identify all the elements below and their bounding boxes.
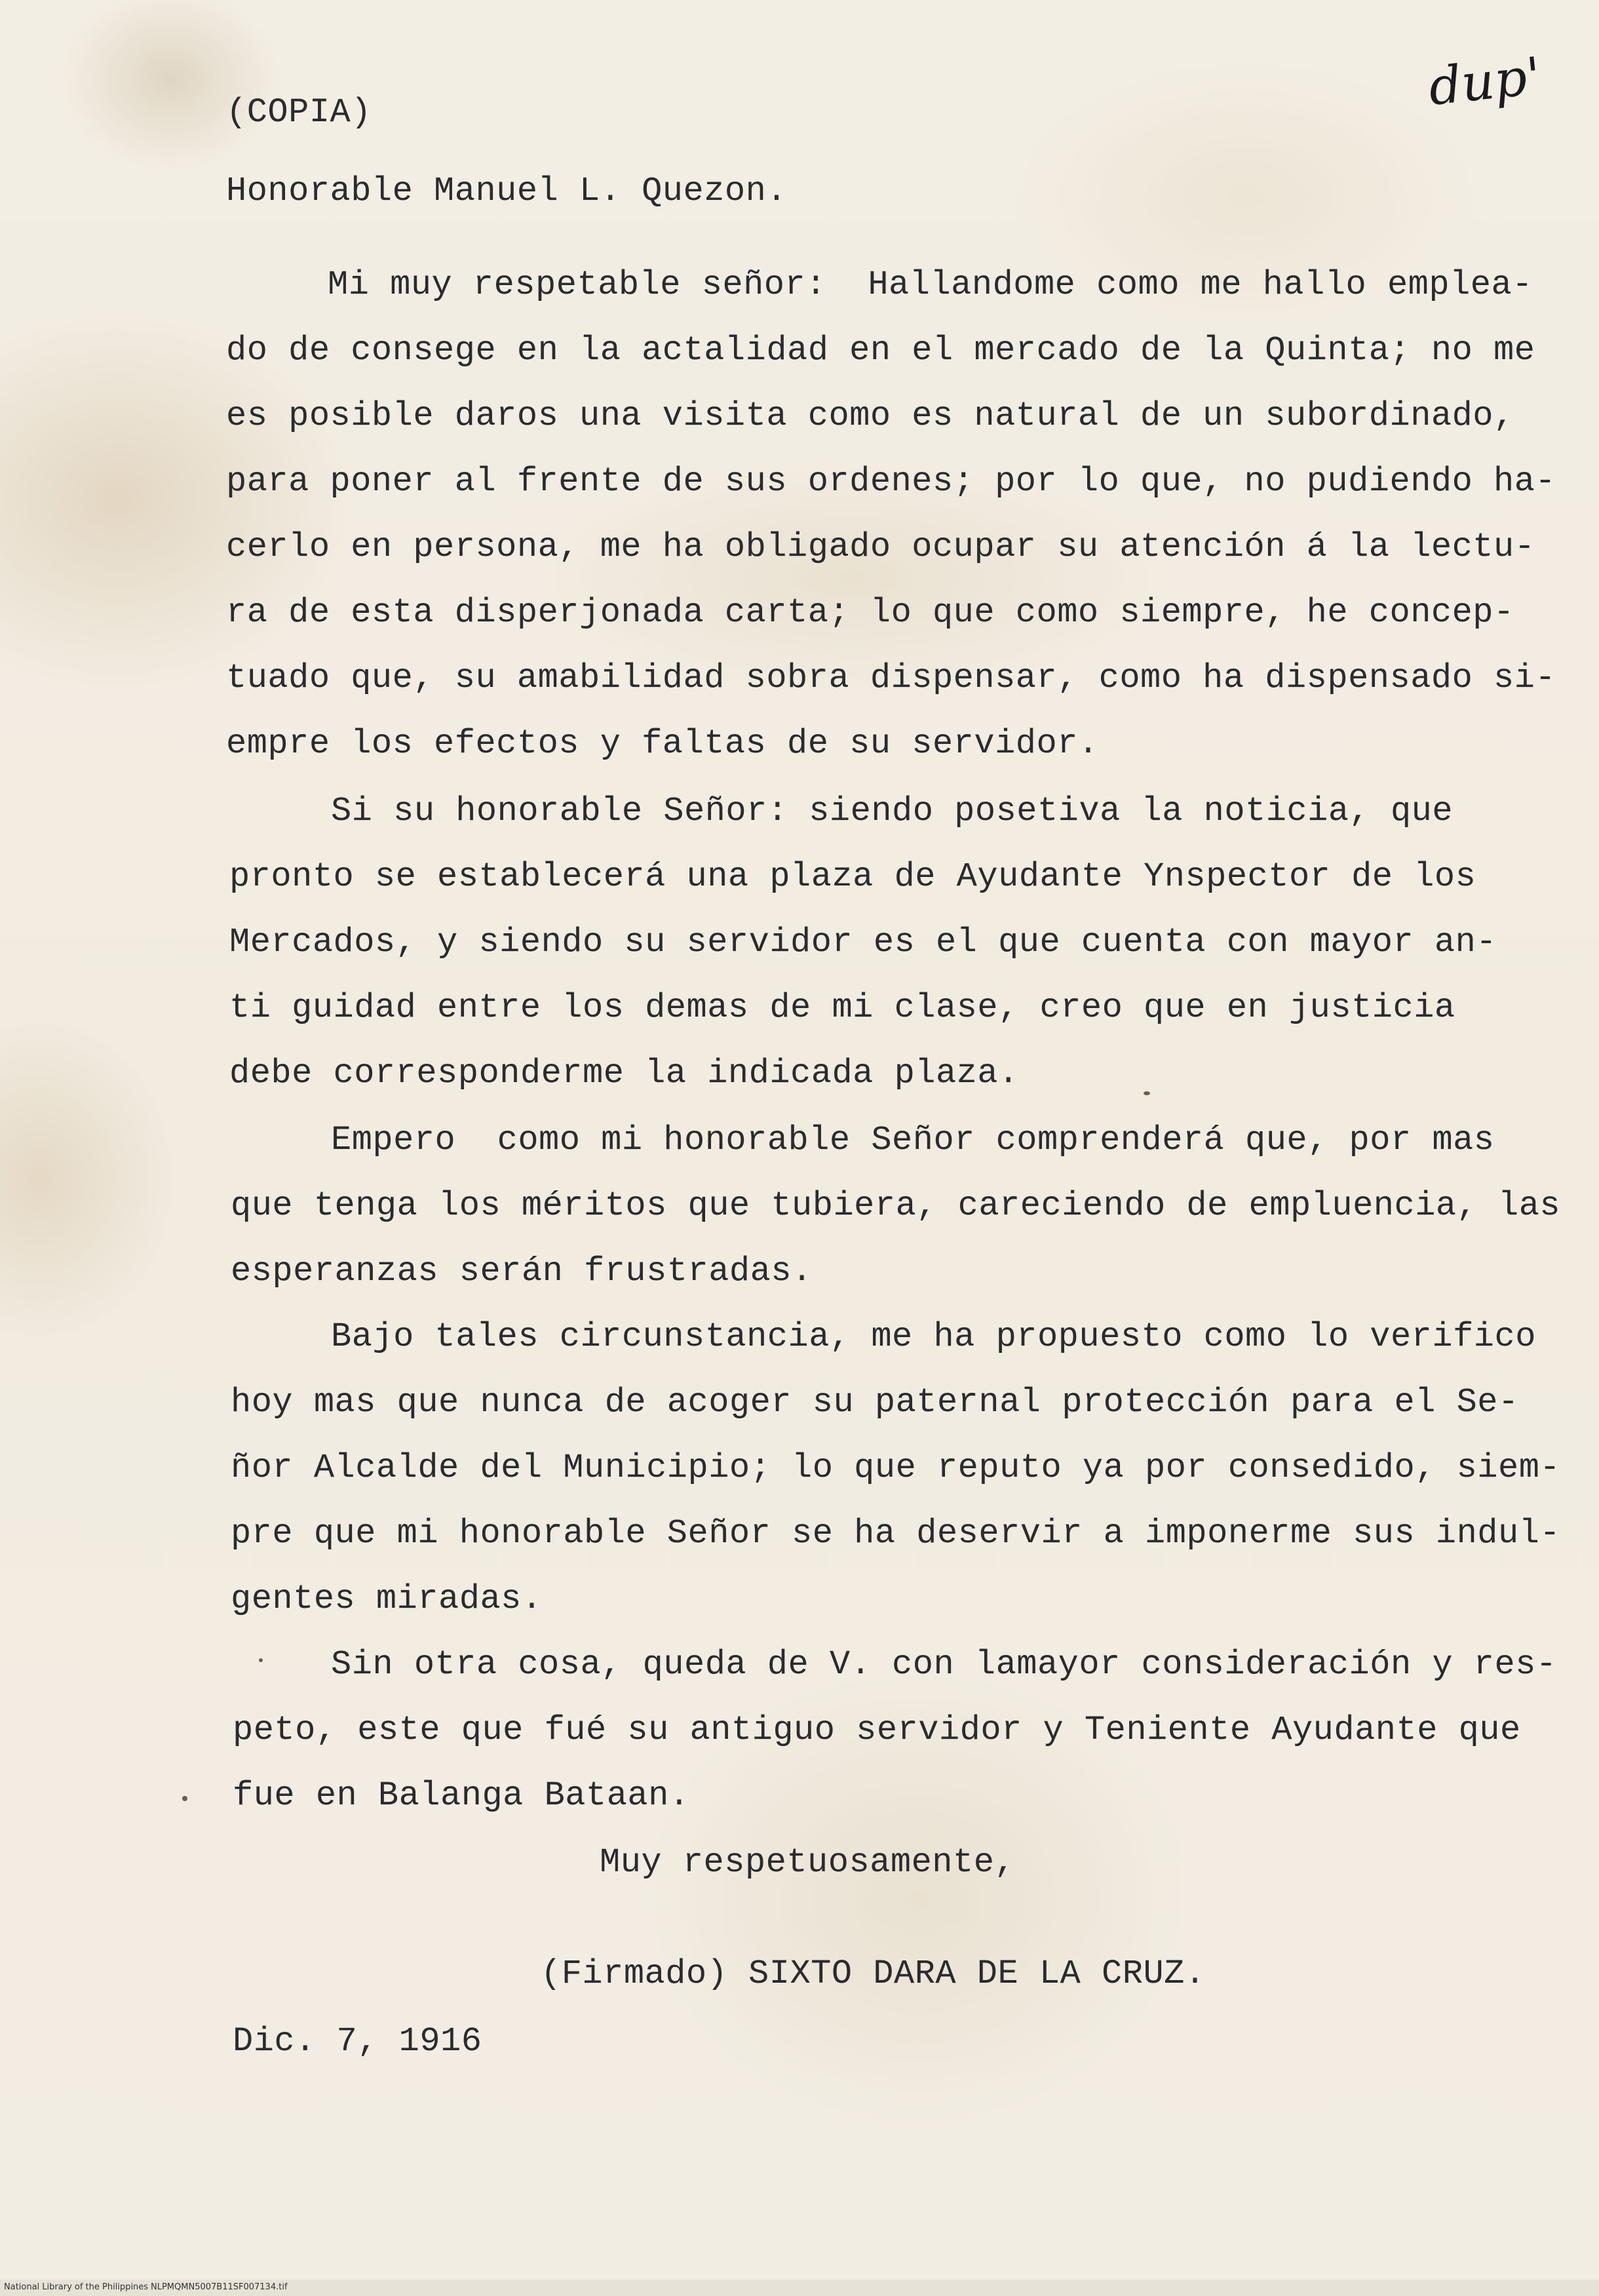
body-line: que tenga los méritos que tubiera, careciendo de empluencia, las: [231, 1186, 1561, 1225]
paper-speck: [259, 1658, 263, 1662]
body-line: Bajo tales circunstancia, me ha propuesto como lo verifico: [331, 1317, 1536, 1356]
handwritten-annotation: dup': [1425, 47, 1544, 117]
body-line: fue en Balanga Bataan.: [233, 1776, 690, 1815]
body-line: empre los efectos y faltas de su servidor.: [226, 724, 1099, 763]
document-date: Dic. 7, 1916: [233, 2022, 482, 2061]
body-line: Mercados, y siendo su servidor es el que cuenta con mayor an-: [229, 923, 1497, 962]
body-line: Sin otra cosa, queda de V. con lamayor consideración y res-: [331, 1645, 1557, 1684]
body-line: Empero como mi honorable Señor comprenderá que, por mas: [331, 1121, 1495, 1159]
footer-library: National Library of the Philippines: [4, 2282, 149, 2292]
body-line: pronto se establecerá una plaza de Ayudante Ynspector de los: [229, 857, 1476, 896]
closing: Muy respetuosamente,: [600, 1843, 1016, 1882]
document-header: (COPIA): [226, 93, 372, 132]
paper-speck: [182, 1796, 187, 1801]
body-line: Si su honorable Señor: siendo posetiva la noticia, que: [331, 792, 1454, 830]
body-line: gentes miradas.: [231, 1580, 543, 1618]
body-line: do de consege en la actalidad en el mercado de la Quinta; no me: [226, 331, 1535, 370]
signature: (Firmado) SIXTO DARA DE LA CRUZ.: [541, 1955, 1206, 1993]
paper-speck: [1144, 1091, 1150, 1095]
body-line: tuado que, su amabilidad sobra dispensar, como ha dispensado si-: [226, 659, 1556, 697]
body-line: ñor Alcalde del Municipio; lo que reputo ya por consedido, siem-: [231, 1449, 1561, 1487]
body-line: esperanzas serán frustradas.: [231, 1252, 813, 1291]
body-line: para poner al frente de sus ordenes; por lo que, no pudiendo ha-: [226, 462, 1556, 501]
body-line: ti guidad entre los demas de mi clase, creo que en justicia: [229, 988, 1455, 1027]
footer-file-id: NLPMQMN5007B11SF007134.tif: [151, 2282, 288, 2292]
body-line: hoy mas que nunca de acoger su paternal protección para el Se-: [231, 1383, 1519, 1422]
body-line: ra de esta disperjonada carta; lo que como siempre, he concep-: [226, 593, 1514, 632]
body-line: es posible daros una visita como es natural de un subordinado,: [226, 397, 1514, 435]
body-line: cerlo en persona, me ha obligado ocupar su atención á la lectu-: [226, 528, 1535, 566]
body-line: peto, este que fué su antiguo servidor y Teniente Ayudante que: [233, 1711, 1521, 1749]
body-line: debe corresponderme la indicada plaza.: [229, 1054, 1019, 1093]
salutation: Honorable Manuel L. Quezon.: [226, 172, 788, 210]
body-line: pre que mi honorable Señor se ha deservir a imponerme sus indul-: [231, 1514, 1561, 1553]
body-line: Mi muy respetable señor: Hallandome como me hallo emplea-: [328, 265, 1533, 304]
